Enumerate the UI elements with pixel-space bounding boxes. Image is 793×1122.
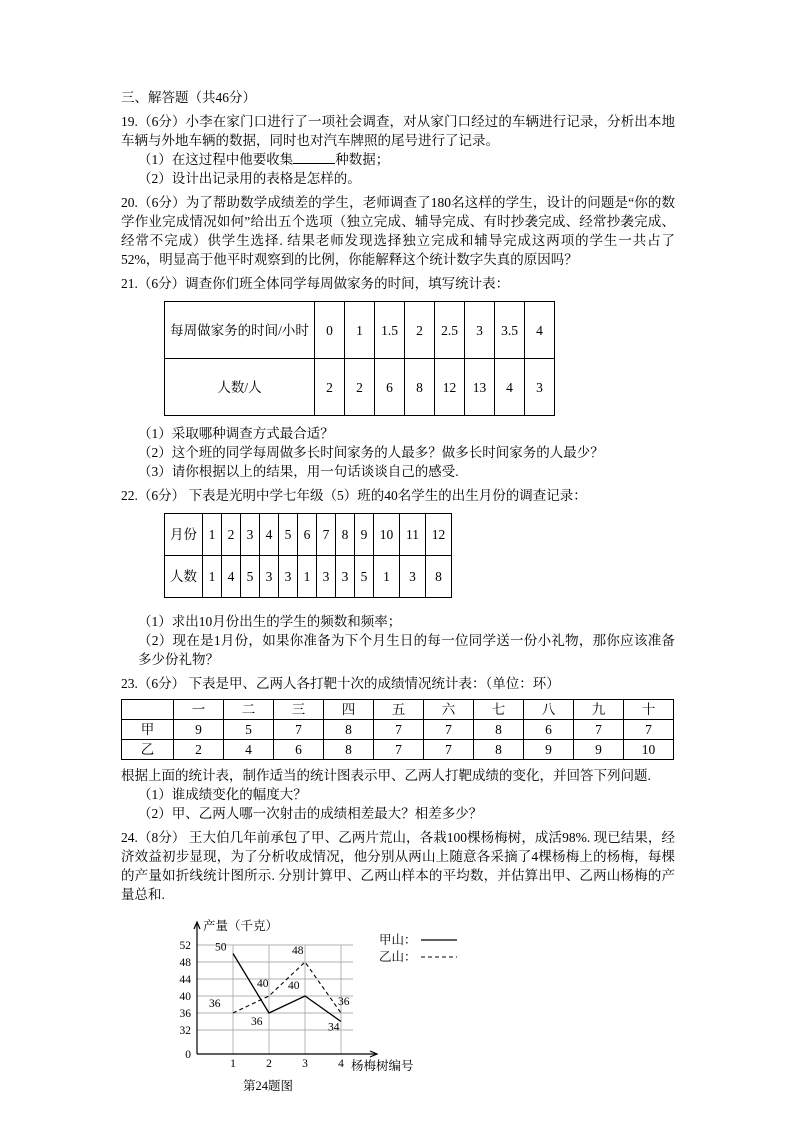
table-cell: 6 [298, 514, 317, 556]
question-20: 20.（6分）为了帮助数学成绩差的学生，老师调查了180名这样的学生，设计的问题是“你的数学作业完成情况如何”给出五个选项（独立完成、辅导完成、有时抄袭完成、经常抄袭完成、经常不完成）供学生选择. 结果老师发现选择独立完成和辅导完成这两项的学生一共占了52%，明显高于他平时观察到的比例，你能解释这个统计数字失真的原因吗？ [121, 195, 675, 267]
table-row [122, 700, 674, 720]
table-cell: 一 [174, 700, 224, 720]
table-cell: 3 [525, 359, 555, 416]
point-label: 50 [215, 941, 227, 954]
table-cell: 2.5 [435, 302, 465, 359]
point-label: 36 [251, 1016, 263, 1028]
table-cell: 3 [279, 556, 298, 598]
table-cell: 7 [424, 720, 474, 740]
table-row [122, 740, 674, 760]
point-label: 40 [288, 980, 300, 992]
x-axis-title: 杨梅树编号 [351, 1059, 414, 1073]
question-21-sub3: （3）请你根据以上的结果，用一句话谈谈自己的感受. [138, 464, 459, 479]
table-cell: 1 [345, 302, 375, 359]
legend-label: 甲山： [379, 933, 417, 947]
table-cell: 3 [465, 302, 495, 359]
line-chart-svg [155, 914, 467, 1076]
y-tick-label: 48 [179, 957, 191, 969]
table-cell: 1 [203, 514, 222, 556]
table-cell: 9 [524, 740, 574, 760]
table-cell: 8 [474, 740, 524, 760]
table-cell: 7 [274, 720, 324, 740]
point-label: 40 [257, 978, 269, 990]
table-cell: 9 [355, 514, 374, 556]
table-cell: 月份 [165, 514, 203, 556]
table-cell: 9 [174, 720, 224, 740]
table-cell: 5 [241, 556, 260, 598]
table-cell: 4 [495, 359, 525, 416]
table-cell: 3.5 [495, 302, 525, 359]
table-cell: 10 [374, 514, 400, 556]
y-tick-label: 52 [179, 940, 191, 952]
table-cell: 8 [426, 556, 452, 598]
y-tick-label: 0 [185, 1049, 191, 1061]
y-tick-label: 40 [179, 991, 191, 1003]
table-cell: 九 [574, 700, 624, 720]
table-cell: 2 [174, 740, 224, 760]
question-19: 19.（6分）小李在家门口进行了一项社会调查，对从家门口经过的车辆进行记录，分析出本地车辆与外地车辆的数据，同时也对汽车牌照的尾号进行了记录。 [121, 114, 675, 148]
table-cell: 人数 [165, 556, 203, 598]
table-cell: 4 [525, 302, 555, 359]
question-24: 24.（8分） 王大伯几年前承包了甲、乙两片荒山，各栽100棵杨梅树，成活98%. 现已结果，经济效益初步显现，为了分析收成情况，他分别从两山上随意各采摘了4棵杨梅上的杨梅，每棵的产量如折线统计图所示. 分别计算甲、乙两山样本的平均数，并估算出甲、乙两山杨梅的产量总和. [121, 830, 675, 902]
question-21-sub2: （2）这个班的同学每周做多长时间家务的人最多？做多长时间家务的人最少？ [138, 445, 604, 460]
housework-table [164, 301, 555, 416]
table-cell: 7 [317, 514, 336, 556]
table-cell: 12 [426, 514, 452, 556]
point-label: 36 [209, 998, 221, 1010]
table-cell: 8 [405, 359, 435, 416]
question-22-sub2: （2）现在是1月份，如果你准备为下个月生日的每一位同学送一份小礼物，那你应该准备多少份礼物？ [138, 633, 675, 667]
y-tick-label: 36 [179, 1008, 191, 1020]
table-cell: 5 [224, 720, 274, 740]
table-row [122, 720, 674, 740]
table-row [165, 556, 452, 598]
table-cell: 二 [224, 700, 274, 720]
question-21: 21.（6分）调查你们班全体同学每周做家务的时间，填写统计表： [121, 276, 510, 291]
legend-label: 乙山： [379, 950, 417, 964]
question-21-sub1: （1）采取哪种调查方式最合适？ [138, 426, 334, 441]
table-cell: 13 [465, 359, 495, 416]
table-cell: 8 [324, 740, 374, 760]
table-cell: 7 [424, 740, 474, 760]
table-cell: 十 [624, 700, 674, 720]
table-cell: 7 [374, 740, 424, 760]
table-cell: 7 [624, 720, 674, 740]
question-23-note: 根据上面的统计表，制作适当的统计图表示甲、乙两人打靶成绩的变化，并回答下列问题. [121, 768, 651, 783]
section-heading: 三、解答题（共46分） [121, 90, 256, 105]
point-label: 34 [328, 1021, 340, 1034]
table-row [165, 302, 555, 359]
table-cell: 3 [260, 556, 279, 598]
table-row [165, 359, 555, 416]
question-23-sub2: （2）甲、乙两人哪一次射击的成绩相差最大？相差多少？ [138, 806, 483, 821]
chart-caption: 第24题图 [243, 1079, 294, 1093]
question-19-part1 [121, 150, 675, 169]
x-tick-label: 2 [266, 1058, 272, 1070]
table-cell: 5 [355, 556, 374, 598]
table-cell [122, 700, 174, 720]
fill-in-blank [293, 151, 335, 164]
point-label: 48 [292, 945, 304, 957]
series-line-jia [233, 954, 341, 1022]
table-cell: 11 [400, 514, 426, 556]
table-cell: 6 [524, 720, 574, 740]
table-cell: 8 [324, 720, 374, 740]
table-cell: 3 [241, 514, 260, 556]
table-cell: 2 [222, 514, 241, 556]
table-cell: 9 [574, 740, 624, 760]
table-cell: 10 [624, 740, 674, 760]
table-cell: 3 [317, 556, 336, 598]
question-19-part2: （2）设计出记录用的表格是怎样的。 [138, 171, 361, 186]
table-cell: 5 [279, 514, 298, 556]
table-cell: 八 [524, 700, 574, 720]
table-cell: 人数/人 [165, 359, 315, 416]
y-tick-label: 32 [179, 1025, 191, 1037]
x-tick-label: 1 [230, 1058, 236, 1070]
table-cell: 6 [274, 740, 324, 760]
table-cell: 8 [474, 720, 524, 740]
table-cell: 甲 [122, 720, 174, 740]
table-cell: 1.5 [375, 302, 405, 359]
shooting-table [121, 699, 674, 760]
question-23-sub1: （1）谁成绩变化的幅度大？ [138, 787, 307, 802]
table-cell: 4 [222, 556, 241, 598]
table-cell: 六 [424, 700, 474, 720]
table-cell: 1 [374, 556, 400, 598]
point-label: 36 [338, 996, 350, 1008]
question-19-part1-text2: 种数据； [335, 152, 390, 167]
table-cell: 三 [274, 700, 324, 720]
table-cell: 4 [260, 514, 279, 556]
table-cell: 4 [224, 740, 274, 760]
table-cell: 1 [298, 556, 317, 598]
table-cell: 3 [336, 556, 355, 598]
x-tick-label: 4 [338, 1058, 344, 1070]
table-cell: 2 [345, 359, 375, 416]
question-19-part1-text: （1）在这过程中他要收集 [138, 152, 294, 167]
table-cell: 3 [400, 556, 426, 598]
question-23: 23.（6分） 下表是甲、乙两人各打靶十次的成绩情况统计表：（单位：环） [121, 676, 560, 691]
table-cell: 6 [375, 359, 405, 416]
table-cell: 乙 [122, 740, 174, 760]
table-cell: 五 [374, 700, 424, 720]
table-cell: 8 [336, 514, 355, 556]
birth-month-table [164, 513, 452, 598]
table-cell: 2 [405, 302, 435, 359]
table-cell: 12 [435, 359, 465, 416]
question-22: 22.（6分） 下表是光明中学七年级（5）班的40名学生的出生月份的调查记录： [121, 488, 587, 503]
table-cell: 七 [474, 700, 524, 720]
table-cell: 每周做家务的时间/小时 [165, 302, 315, 359]
table-cell: 2 [315, 359, 345, 416]
table-cell: 7 [374, 720, 424, 740]
table-cell: 7 [574, 720, 624, 740]
x-tick-label: 3 [302, 1058, 308, 1070]
table-cell: 1 [203, 556, 222, 598]
table-cell: 0 [315, 302, 345, 359]
table-row [165, 514, 452, 556]
question-22-sub1: （1）求出10月份出生的学生的频数和频率； [138, 614, 402, 629]
series-line-yi [233, 962, 341, 1013]
table-cell: 四 [324, 700, 374, 720]
y-axis-title: 产量（千克） [203, 919, 279, 933]
y-tick-label: 44 [179, 974, 191, 986]
line-chart [155, 914, 675, 1096]
